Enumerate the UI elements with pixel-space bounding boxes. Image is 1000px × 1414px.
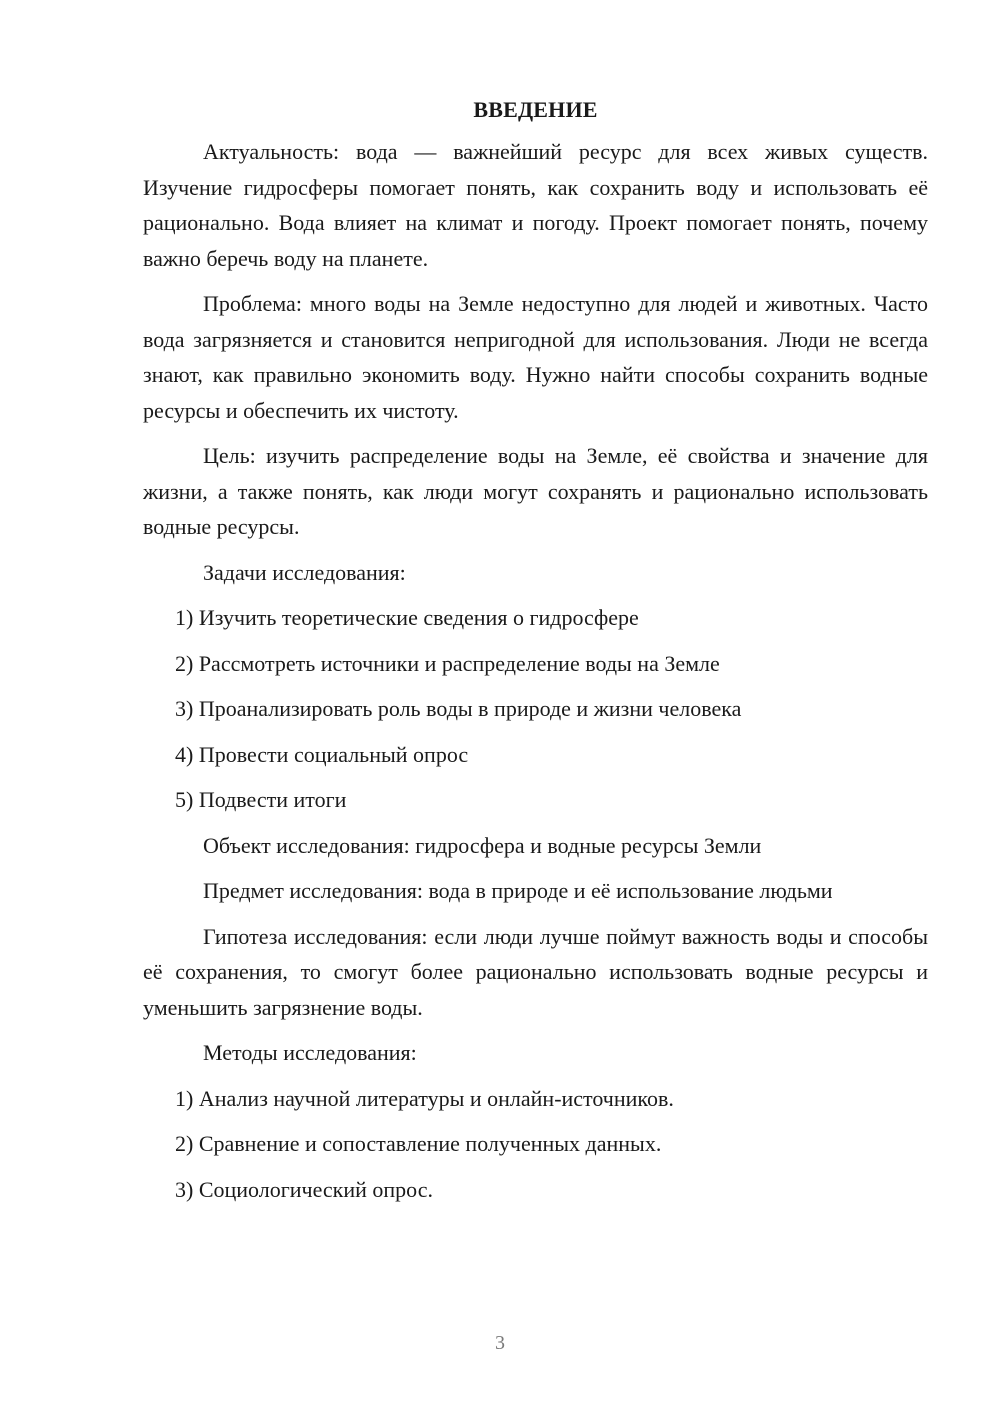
methods-heading: Методы исследования: (203, 1040, 417, 1065)
goal-paragraph: Цель: изучить распределение воды на Земле, её свойства и значение для жизни, а также понять, как люди могут сохранять и рационально использовать водные ресурсы. (143, 443, 928, 539)
task-item: 3) Проанализировать роль воды в природе и жизни человека (175, 696, 742, 721)
tasks-list (143, 600, 928, 818)
method-item: 2) Сравнение и сопоставление полученных данных. (175, 1131, 662, 1156)
page-title: ВВЕДЕНИЕ (473, 97, 598, 122)
task-item: 1) Изучить теоретические сведения о гидросфере (175, 605, 639, 630)
document-page (143, 92, 928, 1217)
problem-paragraph: Проблема: много воды на Земле недоступно для людей и животных. Часто вода загрязняется и становится непригодной для использования. Люди не всегда знают, как правильно экономить воду. Нужно найти способы сохранить водные ресурсы и обеспечить их чистоту. (143, 291, 928, 423)
method-item: 1) Анализ научной литературы и онлайн-источников. (175, 1085, 674, 1111)
hypothesis-paragraph: Гипотеза исследования: если люди лучше поймут важность воды и способы её сохранения, то смогут более рационально использовать водные ресурсы и уменьшить загрязнение воды. (143, 923, 928, 1020)
methods-list (143, 1081, 928, 1208)
method-item: 3) Социологический опрос. (175, 1176, 433, 1202)
subject-paragraph: Предмет исследования: вода в природе и её использование людьми (203, 878, 833, 903)
relevance-paragraph: Актуальность: вода — важнейший ресурс для всех живых существ. Изучение гидросферы помогает понять, как сохранить воду и использовать её рационально. Вода влияет на климат и погоду. Проект помогает понять, почему важно беречь воду на планете. (143, 139, 928, 271)
task-item: 2) Рассмотреть источники и распределение воды на Земле (175, 650, 720, 676)
page-number: 3 (495, 1332, 505, 1354)
tasks-heading: Задачи исследования: (203, 559, 406, 585)
object-paragraph: Объект исследования: гидросфера и водные ресурсы Земли (203, 832, 762, 858)
task-item: 5) Подвести итоги (175, 787, 347, 812)
task-item: 4) Провести социальный опрос (175, 741, 469, 767)
